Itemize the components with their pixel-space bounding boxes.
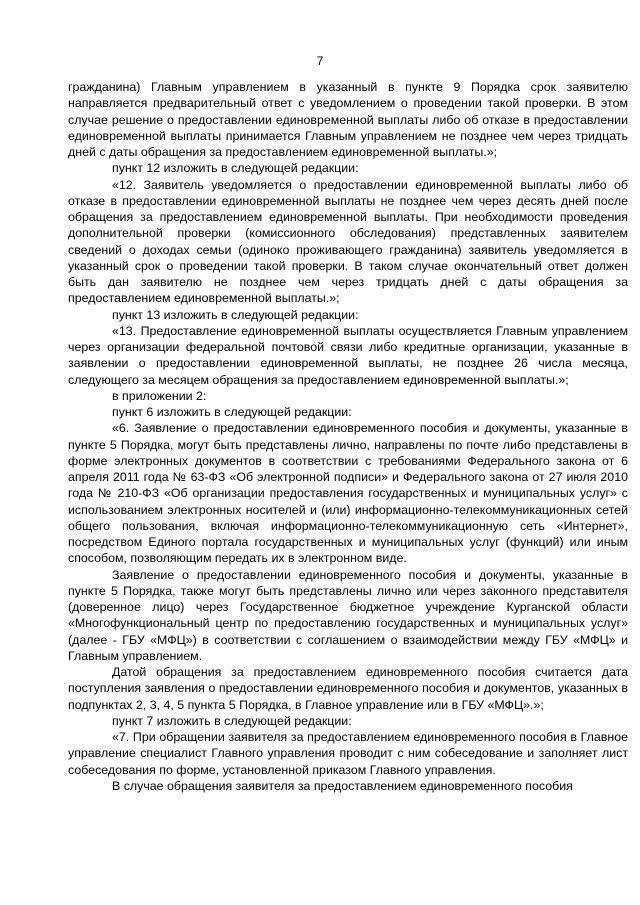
paragraph-4: пункт 13 изложить в следующей редакции: <box>112 307 359 322</box>
paragraph-9: Заявление о предоставлении единовременного пособия и документы, указанные в пункте 5 Порядка, также могут быть представлены лично или через законного представителя (доверенное лицо) через Государственное бюджетное учреждение Курганской области «Многофункциональный центр по предоставлению государственных и муниципальных услуг» (далее - ГБУ «МФЦ») в соответствии с соглашением о взаимодействии между ГБУ «МФЦ» и Главным управлением. <box>68 567 628 663</box>
paragraph-1: гражданина) Главным управлением в указанный в пункте 9 Порядка срок заявителю направляется предварительный ответ с уведомлением о проведении такой проверки. В этом случае решение о предоставлении единовременной выплаты либо об отказе в предоставлении единовременной выплаты принимается Главным управлением не позднее чем через тридцать дней с даты обращения за предоставлением единовременной выплаты.»; <box>68 80 628 159</box>
document-body <box>68 79 628 794</box>
paragraph-2: пункт 12 изложить в следующей редакции: <box>112 161 359 176</box>
paragraph-12: «7. При обращении заявителя за предоставлением единовременного пособия в Главное управление специалист Главного управления проводит с ним собеседование и заполняет лист собеседования по форме, установленной приказом Главного управления. <box>68 730 628 777</box>
page-number: 7 <box>316 54 324 68</box>
paragraph-7: пункт 6 изложить в следующей редакции: <box>112 405 352 419</box>
paragraph-3: «12. Заявитель уведомляется о предоставлении единовременной выплаты либо об отказе в предоставлении единовременной выплаты не позднее чем через десять дней после обращения за предоставлением единовременной выплаты. При необходимости проведения дополнительной проверки (комиссионного обследования) представленных заявителем сведений о доходах семьи (одиноко проживающего гражданина) заявитель уведомляется в указанный срок о проведении такой проверки. В таком случае окончательный ответ должен быть дан заявителю не позднее чем через тридцать дней с даты обращения за предоставлением единовременной выплаты.»; <box>68 177 628 306</box>
paragraph-13: В случае обращения заявителя за предоставлением единовременного пособия <box>112 778 573 793</box>
paragraph-5: «13. Предоставление единовременной выплаты осуществляется Главным управлением через организации федеральной почтовой связи либо кредитные организации, указанные в заявлении о предоставлении единовременной выплаты, не позднее 26 числа месяца, следующего за месяцем обращения за предоставлением единовременной выплаты.»; <box>68 323 628 387</box>
paragraph-10: Датой обращения за предоставлением единовременного пособия считается дата поступления заявления о предоставлении единовременного пособия и документов, указанных в подпунктах 2, 3, 4, 5 пункта 5 Порядка, в Главное управление или в ГБУ «МФЦ».»; <box>68 665 628 712</box>
paragraph-8: «6. Заявление о предоставлении единовременного пособия и документы, указанные в пункте 5 Порядка, могут быть представлены лично, направлены по почте либо представлены в форме электронных документов в соответствии с требованиями Федерального закона от 6 апреля 2011 года № 63-ФЗ «Об электронной подписи» и Федерального закона от 27 июля 2010 года № 210-ФЗ «Об организации предоставления государственных и муниципальных услуг» с использованием электронных носителей и (или) информационно-телекоммуникационных сетей общего пользования, включая информационно-телекоммуникационную сеть «Интернет», посредством Единого портала государственных и муниципальных услуг (функций) или иным способом, позволяющим передать их в электронном виде. <box>68 421 628 566</box>
paragraph-11: пункт 7 изложить в следующей редакции: <box>112 713 352 728</box>
paragraph-6: в приложении 2: <box>112 388 207 403</box>
